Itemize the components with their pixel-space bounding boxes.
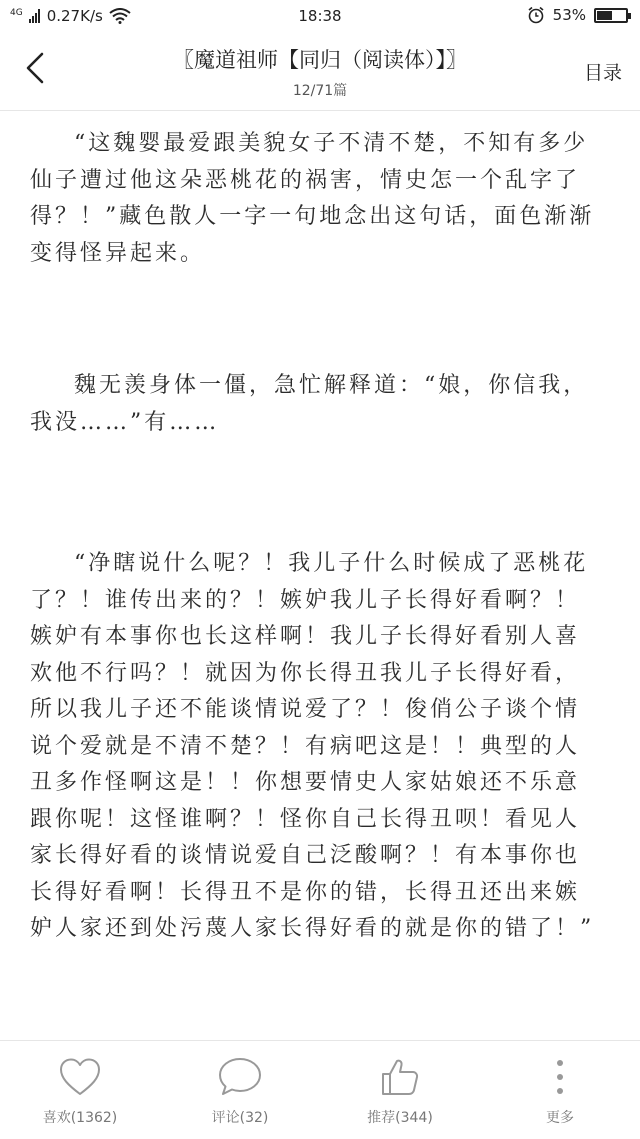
status-right [527, 6, 628, 24]
recommend-label: 推荐(344) [367, 1110, 433, 1126]
like-label: 喜欢(1362) [42, 1110, 118, 1126]
thumbs-up-icon [379, 1056, 421, 1098]
reader-header [0, 32, 640, 111]
paragraph: 魏无羡身体一僵，急忙解释道：“娘，你信我，我没……”有…… [30, 373, 589, 435]
battery-icon [594, 8, 628, 23]
reading-content [30, 126, 600, 948]
comment-button[interactable] [185, 1055, 295, 1127]
network-speed: 0.27K/s [46, 7, 103, 25]
heart-icon [58, 1057, 102, 1097]
battery-fill [597, 11, 612, 20]
like-button[interactable] [25, 1055, 135, 1127]
more-label: 更多 [546, 1110, 574, 1126]
battery-percent: 53% [552, 6, 586, 24]
bottom-action-bar [0, 1040, 640, 1139]
alarm-icon [527, 6, 545, 24]
back-button[interactable] [14, 46, 58, 90]
more-button[interactable] [505, 1055, 615, 1127]
toc-button[interactable]: 目录 [583, 62, 622, 84]
vertical-dots-icon [555, 1057, 565, 1097]
page-title: 〖魔道祖师【同归（阅读体）】〗 [173, 48, 467, 72]
status-bar [0, 0, 640, 32]
status-time: 18:38 [298, 7, 342, 25]
speech-bubble-icon [217, 1056, 263, 1098]
title-area [80, 44, 560, 100]
network-type: 4G [10, 7, 23, 18]
comment-label: 评论(32) [211, 1110, 269, 1126]
paragraph: “这魏婴最爱跟美貌女子不清不楚，不知有多少仙子遭过他这朵恶桃花的祸害，情史怎一个乱字了得？！”藏色散人一字一句地念出这句话，面色渐渐变得怪异起来。 [30, 131, 595, 266]
chevron-left-icon [14, 46, 58, 90]
chapter-counter: 12/71篇 [292, 83, 348, 99]
recommend-button[interactable] [345, 1055, 455, 1127]
paragraph: “净瞎说什么呢？！我儿子什么时候成了恶桃花了？！谁传出来的？！嫉妒我儿子长得好看啊？！嫉妒有本事你也长这样啊！我儿子长得好看别人喜欢他不行吗？！就因为你长得丑我儿子长得好看，所以我儿子还不能谈情说爱了？！俊俏公子谈个情说个爱就是不清不楚？！有病吧这是！！典型的人丑多作怪啊这是！！你想要情史人家姑娘还不乐意跟你呢！这怪谁啊？！怪你自己长得丑呗！看见人家长得好看的谈情说爱自己泛酸啊？！有本事你也长得好看啊！长得丑不是你的错，长得丑还出来嫉妒人家还到处污蔑人家长得好看的就是你的错了！” [30, 551, 595, 941]
